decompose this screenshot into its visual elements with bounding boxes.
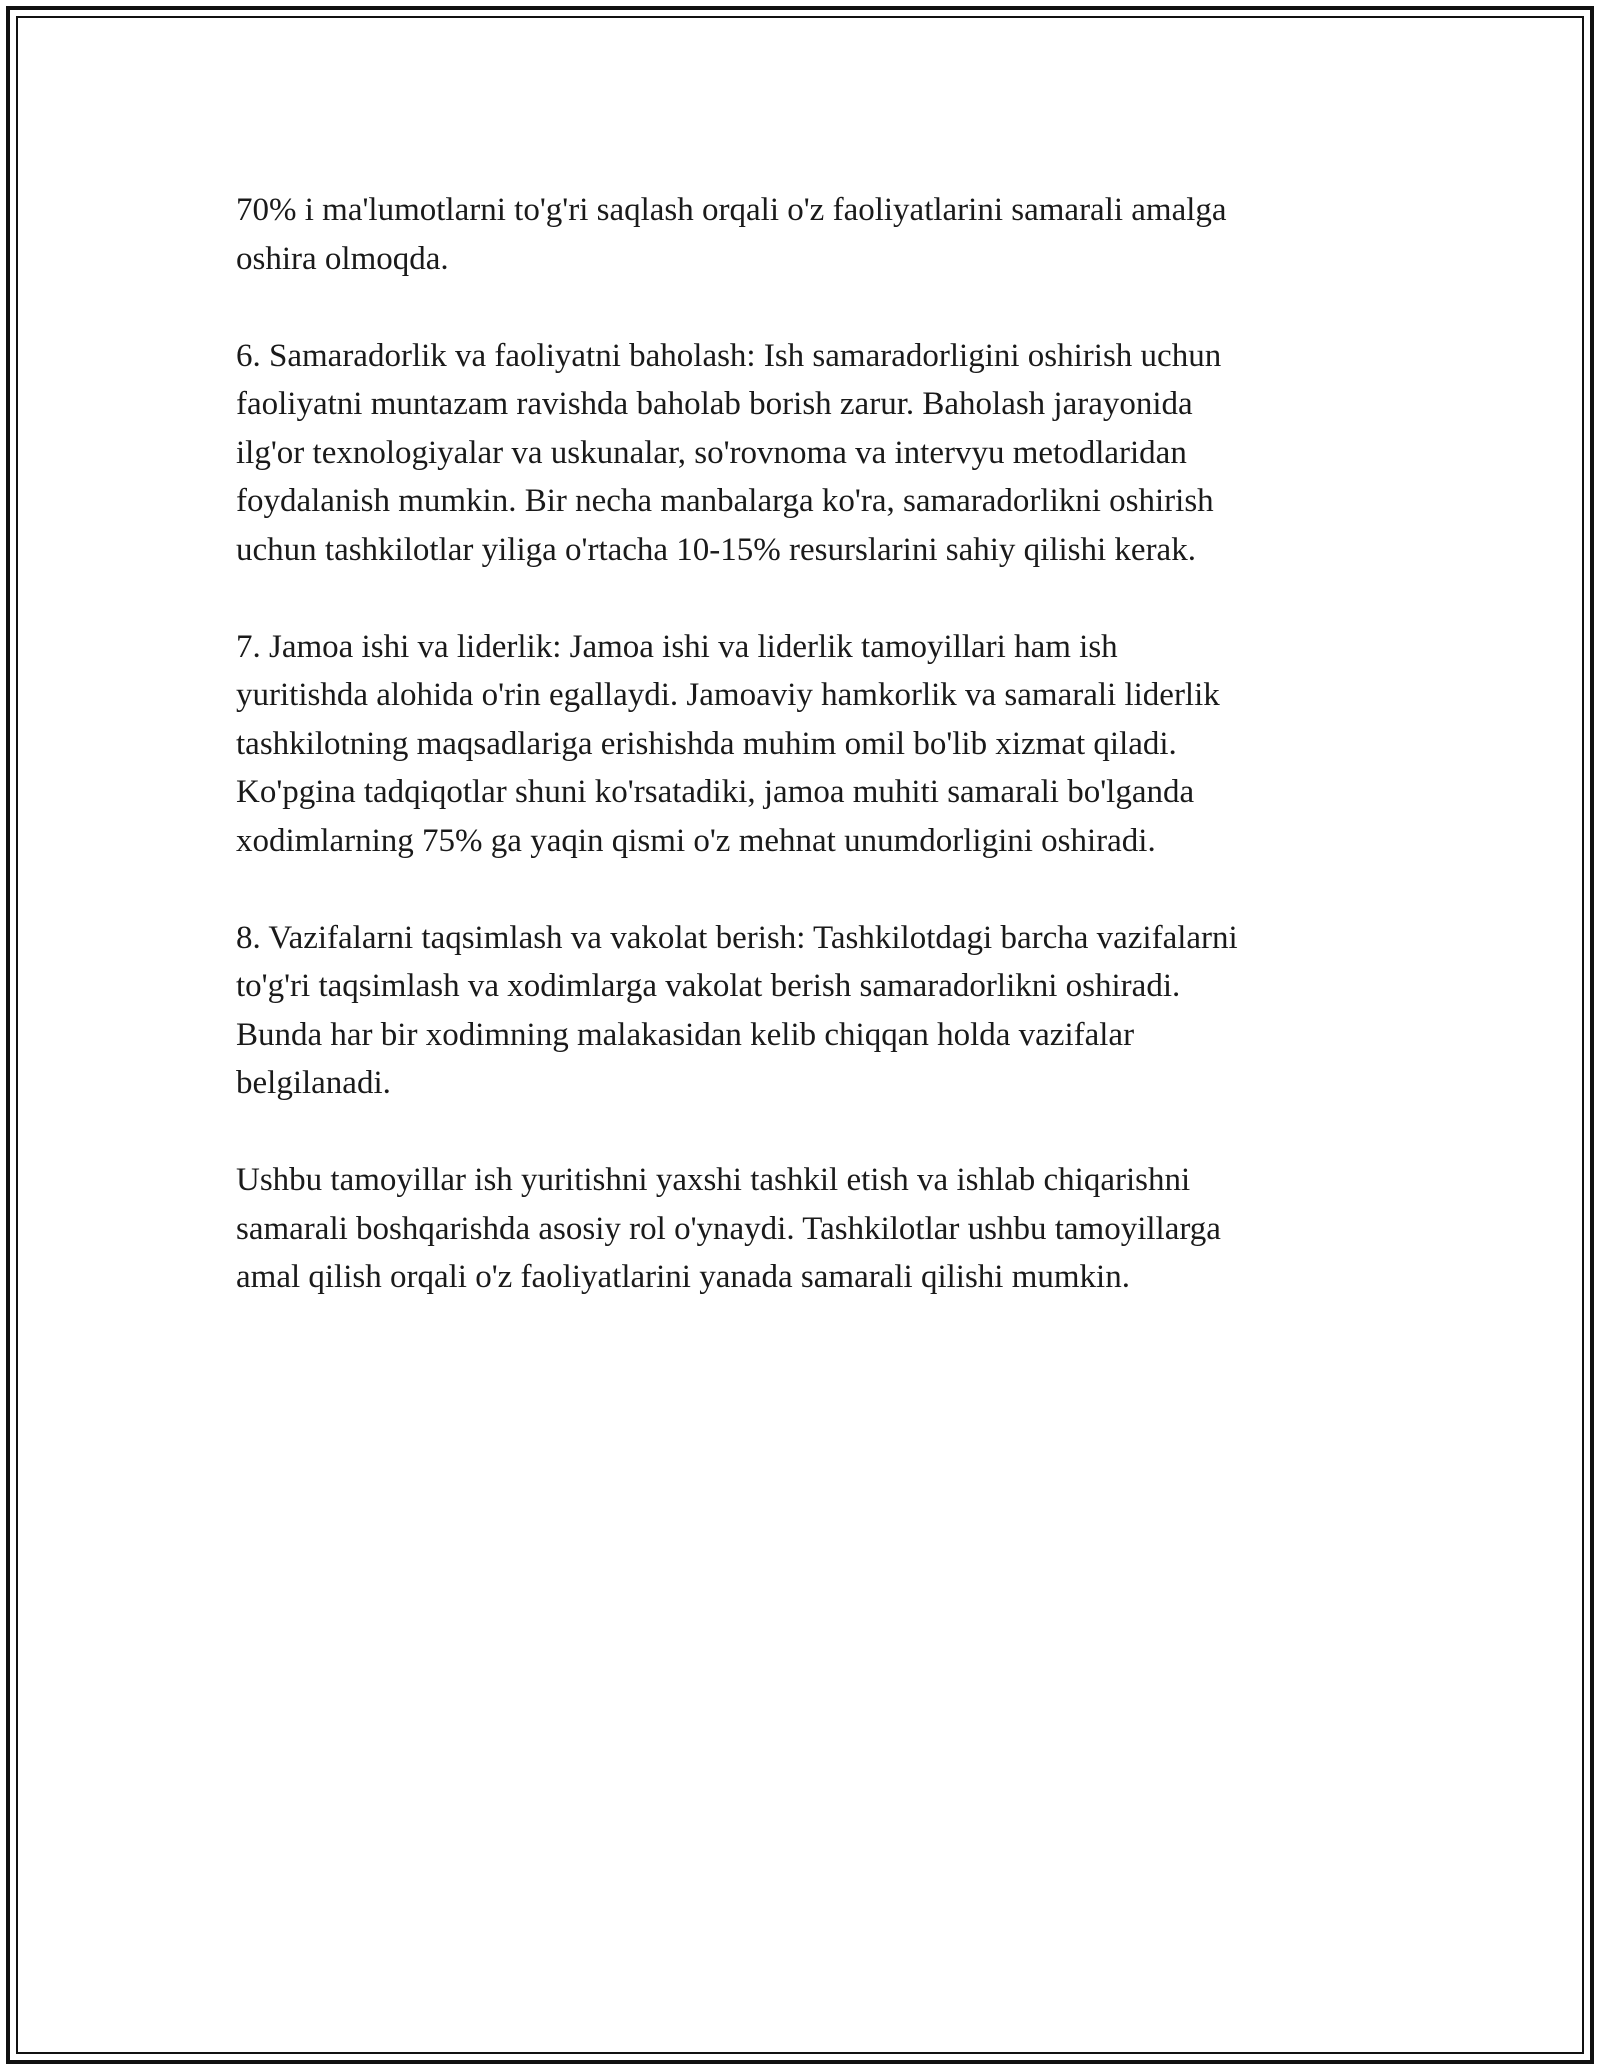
paragraph-continuation: 70% i ma'lumotlarni to'g'ri saqlash orqali o'z faoliyatlarini samarali amalga oshira olmoqda.: [236, 192, 1227, 277]
paragraph-item-8: 8. Vazifalarni taqsimlash va vakolat berish: Tashkilotdagi barcha vazifalarni to'g'ri taqsimlash va xodimlarga vakolat berish samaradorlikni oshiradi. Bunda har bir xodimning malakasidan kelib chiqqan holda vazifalar belgilanadi.: [236, 919, 1238, 1101]
paragraph-conclusion: Ushbu tamoyillar ish yuritishni yaxshi tashkil etish va ishlab chiqarishni samarali boshqarishda asosiy rol o'ynaydi. Tashkilotlar ushbu tamoyillarga amal qilish orqali o'z faoliyatlarini yanada samarali qilishi mumkin.: [236, 1162, 1221, 1295]
document-body: [236, 186, 1366, 1350]
paragraph-item-7: 7. Jamoa ishi va liderlik: Jamoa ishi va liderlik tamoyillari ham ish yuritishda alohida o'rin egallaydi. Jamoaviy hamkorlik va samarali liderlik tashkilotning maqsadlariga erishishda muhim omil bo'lib xizmat qiladi. Ko'pgina tadqiqotlar shuni ko'rsatadiki, jamoa muhiti samarali bo'lganda xodimlarning 75% ga yaqin qismi o'z mehnat unumdorligini oshiradi.: [236, 628, 1220, 859]
paragraph-item-6: 6. Samaradorlik va faoliyatni baholash: Ish samaradorligini oshirish uchun faoliyatni muntazam ravishda baholab borish zarur. Baholash jarayonida ilg'or texnologiyalar va uskunalar, so'rovnoma va intervyu metodlaridan foydalanish mumkin. Bir necha manbalarga ko'ra, samaradorlikni oshirish uchun tashkilotlar yiliga o'rtacha 10-15% resurslarini sahiy qilishi kerak.: [236, 337, 1222, 568]
